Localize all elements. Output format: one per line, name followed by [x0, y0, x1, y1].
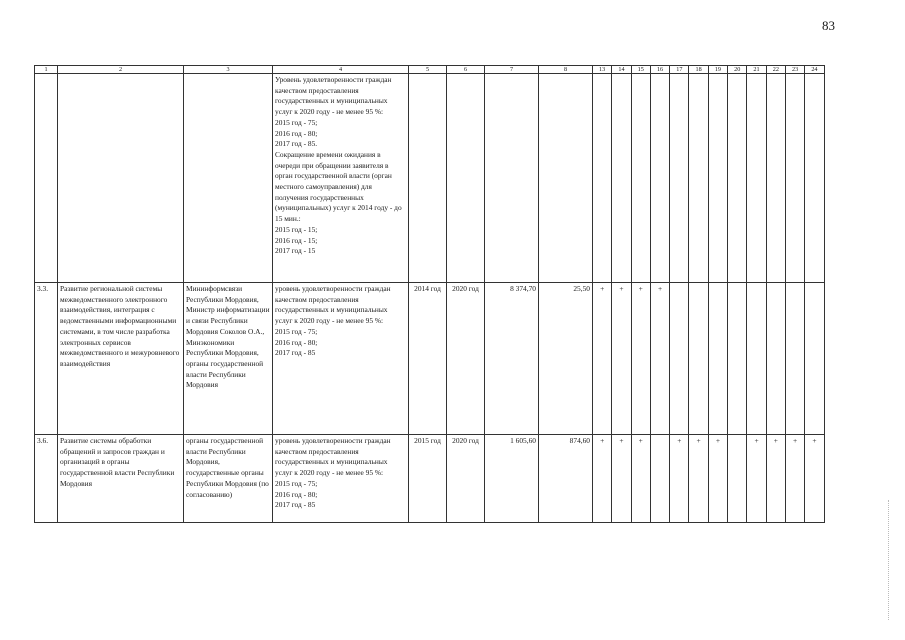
mark-cell — [650, 435, 669, 523]
mark-cell: + — [612, 435, 631, 523]
mark-cell: + — [612, 283, 631, 435]
mark-cell — [631, 74, 650, 283]
header-cell: 20 — [728, 66, 747, 74]
mark-cell — [747, 74, 766, 283]
header-cell: 21 — [747, 66, 766, 74]
header-cell: 3 — [184, 66, 273, 74]
mark-cell: + — [650, 283, 669, 435]
table-row — [35, 435, 825, 523]
mark-cell — [785, 283, 804, 435]
header-cell: 16 — [650, 66, 669, 74]
header-cell: 2 — [58, 66, 184, 74]
indicator: Уровень удовлетворенности граждан качеством предоставления государственных и муниципальных услуг к 2020 году - не менее 95 %: 2015 год - 75; 2016 год - 80; 2017 год - 85. Сокращение времени ожидания в очереди при обращении заявителя в орган государственной власти (орган местного самоуправления) для получения государственных (муниципальных) услуг к 2014 году - до 15 мин.: 2015 год - 15; 2016 год - 15; 2017 год - 15 — [273, 74, 409, 283]
header-cell: 6 — [447, 66, 485, 74]
funding-amount — [539, 74, 593, 283]
indicator: уровень удовлетворенности граждан качеством предоставления государственных и муниципальных услуг к 2020 году - не менее 95 %: 2015 год - 75; 2016 год - 80; 2017 год - 85 — [273, 435, 409, 523]
mark-cell — [728, 74, 747, 283]
start-year: 2014 год — [409, 283, 447, 435]
mark-cell — [766, 283, 785, 435]
table-row — [35, 283, 825, 435]
header-row — [35, 66, 825, 74]
mark-cell: + — [593, 435, 612, 523]
row-number — [35, 74, 58, 283]
executor — [184, 74, 273, 283]
header-cell: 23 — [785, 66, 804, 74]
executor: Мининформсвязи Республики Мордовия, Министр информатизации и связи Республики Мордовия Соколов О.А., Минэкономики Республики Мордовия, органы государственной власти Республики Мордовия — [184, 283, 273, 435]
indicator: уровень удовлетворенности граждан качеством предоставления государственных и муниципальных услуг к 2020 году - не менее 95 %: 2015 год - 75; 2016 год - 80; 2017 год - 85 — [273, 283, 409, 435]
mark-cell — [708, 283, 727, 435]
mark-cell: + — [805, 435, 824, 523]
end-year: 2020 год — [447, 283, 485, 435]
mark-cell — [670, 283, 689, 435]
header-cell: 18 — [689, 66, 708, 74]
mark-cell — [670, 74, 689, 283]
mark-cell — [593, 74, 612, 283]
header-cell: 19 — [708, 66, 727, 74]
mark-cell — [689, 74, 708, 283]
header-cell: 14 — [612, 66, 631, 74]
scan-margin-dots — [888, 500, 890, 620]
mark-cell: + — [689, 435, 708, 523]
header-cell: 1 — [35, 66, 58, 74]
start-year — [409, 74, 447, 283]
header-cell: 5 — [409, 66, 447, 74]
total-funding — [485, 74, 539, 283]
mark-cell — [728, 435, 747, 523]
start-year: 2015 год — [409, 435, 447, 523]
row-number: 3.6. — [35, 435, 58, 523]
event-name — [58, 74, 184, 283]
header-cell: 4 — [273, 66, 409, 74]
mark-cell: + — [670, 435, 689, 523]
funding-amount: 874,60 — [539, 435, 593, 523]
mark-cell: + — [593, 283, 612, 435]
header-cell: 24 — [805, 66, 824, 74]
total-funding: 1 605,60 — [485, 435, 539, 523]
header-cell: 17 — [670, 66, 689, 74]
mark-cell — [650, 74, 669, 283]
mark-cell: + — [747, 435, 766, 523]
row-number: 3.3. — [35, 283, 58, 435]
mark-cell — [766, 74, 785, 283]
mark-cell — [689, 283, 708, 435]
mark-cell: + — [631, 283, 650, 435]
mark-cell: + — [766, 435, 785, 523]
mark-cell — [747, 283, 766, 435]
mark-cell — [805, 74, 824, 283]
program-table — [34, 65, 825, 523]
event-name: Развитие региональной системы межведомственного электронного взаимодействия, интеграция с ведомственными информационными системами, в том числе разработка электронных сервисов межведомственного и межуровневого взаимодействия — [58, 283, 184, 435]
mark-cell — [728, 283, 747, 435]
end-year — [447, 74, 485, 283]
event-name: Развитие системы обработки обращений и запросов граждан и организаций в органы государственной власти Республики Мордовия — [58, 435, 184, 523]
header-cell: 15 — [631, 66, 650, 74]
end-year: 2020 год — [447, 435, 485, 523]
header-cell: 13 — [593, 66, 612, 74]
header-cell: 22 — [766, 66, 785, 74]
mark-cell — [612, 74, 631, 283]
mark-cell: + — [631, 435, 650, 523]
header-cell: 8 — [539, 66, 593, 74]
funding-amount: 25,50 — [539, 283, 593, 435]
mark-cell — [805, 283, 824, 435]
mark-cell: + — [708, 435, 727, 523]
mark-cell — [785, 74, 804, 283]
total-funding: 8 374,70 — [485, 283, 539, 435]
header-cell: 7 — [485, 66, 539, 74]
table-row — [35, 74, 825, 283]
mark-cell — [708, 74, 727, 283]
mark-cell: + — [785, 435, 804, 523]
page-number: 83 — [822, 18, 835, 33]
executor: органы государственной власти Республики Мордовия, государственные органы Республики Мордовия (по согласованию) — [184, 435, 273, 523]
